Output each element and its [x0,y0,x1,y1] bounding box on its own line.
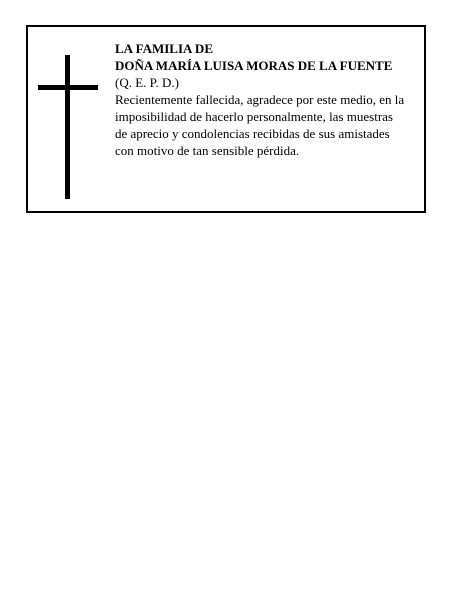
heading-family: LA FAMILIA DE [115,41,213,56]
obituary-notice [26,25,426,213]
heading-deceased-name: DOÑA MARÍA LUISA MORAS DE LA FUENTE [115,58,393,73]
cross-vertical-bar [65,55,70,199]
message-line-3: de aprecio y condolencias recibidas de sus amistades [115,126,390,141]
notice-text [115,40,425,159]
cross-icon [28,27,108,215]
message-line-1: Recientemente fallecida, agradece por este medio, en la [115,92,405,107]
qepd-label: (Q. E. P. D.) [115,75,179,90]
message-line-2: imposibilidad de hacerlo personalmente, las muestras [115,109,393,124]
cross-horizontal-bar [38,85,98,90]
message-line-4: con motivo de tan sensible pérdida. [115,143,300,158]
